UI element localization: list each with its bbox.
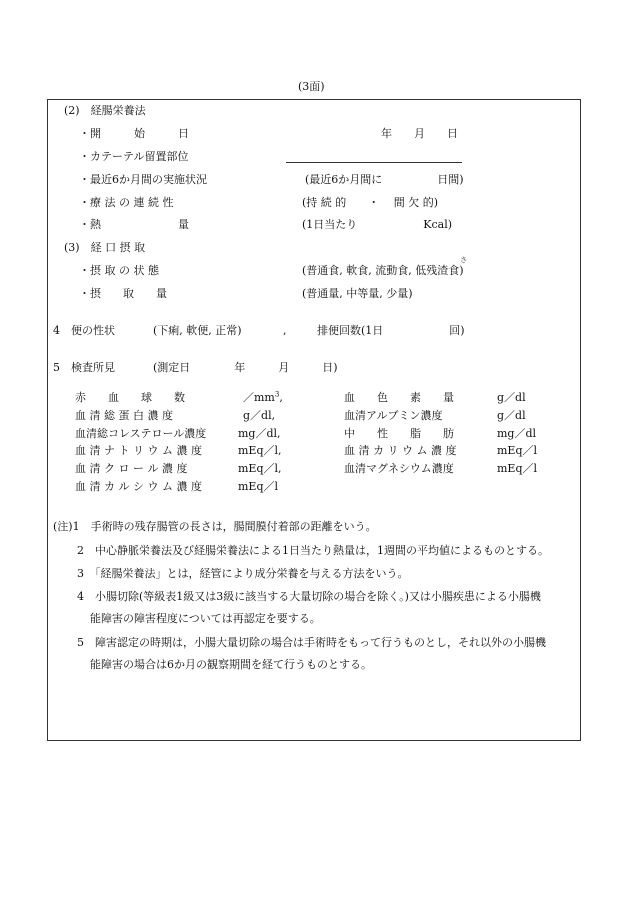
exam-row-label-right: 血清マグネシウム濃度 <box>344 462 454 475</box>
exam-row-label-right: 血 色 素 量 <box>344 391 454 404</box>
note-3: 3 「経腸栄養法」とは，経管により成分栄養を与える方法をいう。 <box>77 567 409 580</box>
calorie-label: ・熱 量 <box>79 218 189 231</box>
recent-label: ・最近6か月間の実施状況 <box>79 173 207 186</box>
exam-row-label-right: 血 清 カ リ ウ ム 濃 度 <box>344 444 457 457</box>
exam-row-label: 血 清 ク ロ ー ル 濃 度 <box>75 462 188 475</box>
catheter-label: ・カテーテル留置部位 <box>79 150 189 163</box>
intake-amount-label: ・摂 取 量 <box>79 287 167 300</box>
exam-row-unit-right: mEq／l <box>497 462 538 475</box>
exam-row-label-right: 血清アルブミン濃度 <box>344 409 443 422</box>
intake-amount-value: (普通量, 中等量, 少量) <box>302 287 413 300</box>
exam-row-unit: mEq／l, <box>238 462 282 475</box>
note-5: 5 障害認定の時期は，小腸大量切除の場合は手術時をもって行うものとし，それ以外の小腸機 <box>77 636 546 649</box>
exam-row-unit-right: mg／dl <box>497 427 537 440</box>
stool-heading: 4 便の性状 <box>53 324 115 337</box>
stool-count: 排便回数(1日 回) <box>317 324 465 337</box>
enteral-heading: (2) 経腸栄養法 <box>64 104 146 117</box>
stool-options: (下痢, 軟便, 正常) <box>153 324 242 337</box>
exam-row-unit: $/mm^3$, <box>243 390 283 404</box>
note-4-cont: 能障害の障害程度については再認定を要する。 <box>90 612 321 625</box>
intake-state-value: (普通食, 軟食, 流動食, 低残渣食) <box>302 264 464 277</box>
exam-row-label: 血 清 カ ル シ ウ ム 濃 度 <box>75 480 202 493</box>
stool-sep: , <box>283 324 287 337</box>
exam-row-unit: g／dl, <box>243 409 276 422</box>
note-5-cont: 能障害の場合は6か月の観察期間を経て行うものとする。 <box>90 658 372 671</box>
exam-date: (測定日 年 月 日) <box>153 361 338 374</box>
note-4: 4 小腸切除(等級表1級又は3級に該当する大量切除の場合を除く。)又は小腸疾患による小腸機 <box>77 590 541 603</box>
exam-row-label-right: 中 性 脂 肪 <box>344 427 454 440</box>
start-date-value: 年 月 日 <box>381 127 458 140</box>
calorie-value: (1日当たり Kcal) <box>302 218 453 231</box>
exam-heading: 5 検査所見 <box>53 361 115 374</box>
exam-row-unit-right: g／dl <box>497 409 526 422</box>
ruby-sa: さ <box>460 256 467 264</box>
exam-row-label: 血清総コレステロール濃度 <box>75 427 207 440</box>
catheter-blank-line <box>286 162 462 163</box>
start-date-label: ・開 始 日 <box>79 127 189 140</box>
oral-heading: (3) 経 口 摂 取 <box>64 241 146 254</box>
continuity-value: (持 続 的 ・ 間 欠 的) <box>302 196 439 209</box>
exam-row-unit: mg／dl, <box>238 427 281 440</box>
exam-row-unit-right: g／dl <box>497 391 526 404</box>
exam-row-unit: mEq／l, <box>238 444 282 457</box>
exam-row-unit-right: mEq／l <box>497 444 538 457</box>
continuity-label: ・療 法 の 連 続 性 <box>79 196 174 209</box>
note-2: 2 中心静脈栄養法及び経腸栄養法による1日当たり熱量は，1週間の平均値によるものとする。 <box>77 544 549 557</box>
intake-state-label: ・摂 取 の 状 態 <box>79 264 159 277</box>
exam-row-unit: mEq／l <box>238 480 279 493</box>
recent-value: (最近6か月間に 日間) <box>305 173 464 186</box>
page-number: (3面) <box>298 80 325 93</box>
exam-row-label: 血 清 総 蛋 白 濃 度 <box>75 409 173 422</box>
exam-row-label: 血 清 ナ ト リ ウ ム 濃 度 <box>75 444 202 457</box>
exam-row-label: 赤 血 球 数 <box>75 391 185 404</box>
note-1: (注)1 手術時の残存腸管の長さは，腸間膜付着部の距離をいう。 <box>53 520 377 533</box>
